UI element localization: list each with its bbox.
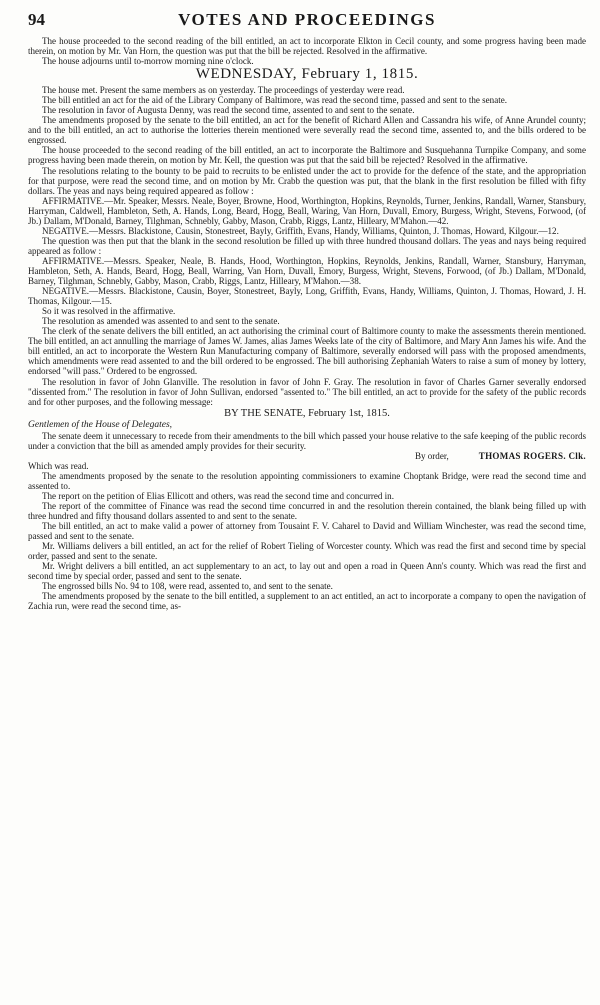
paragraph: So it was resolved in the affirmative. [42,306,176,317]
vote-affirmative: AFFIRMATIVE.—Mr. Speaker, Messrs. Neale, Boyer, Browne, Hood, Worthington, Hopkins, Reynolds, Turner, Jenkins, Randall, Warner, Stansbury, Harryman, Caldwell, Hambleton, Seth, A. Hands, Long, Beard, Hogg, Beall, Waring, Van Horn, Duvall, Emory, Burgess, Wright, Stevens, Forwood, (of Jb.) Dallam, M'Donald, Barney, Tilghman, Schnebly, Gabby, Mason, Crabb, Riggs, Lantz, Hilleary, M'Mahon.—42. [28,195,586,226]
paragraph: The house met. Present the same members as on yesterday. The proceedings of yesterday were read. [42,85,405,96]
dateline: WEDNESDAY, February 1, 1815. [195,66,419,83]
senate-message [28,408,586,471]
paragraph: The house proceeded to the second reading of the bill entitled, an act to incorporate Elkton in Cecil county, and some progress having been made therein, on motion by Mr. Van Horn, the question was put that the bill be rejected. Resolved in the affirmative. [28,36,586,57]
paragraph: The house adjourns until to-morrow morning nine o'clock. [42,56,254,67]
senate-heading: BY THE SENATE, February 1st, 1815. [224,407,390,419]
page-header [28,8,586,32]
paragraph: The resolution as amended was assented to and sent to the senate. [42,316,280,327]
paragraph: The report on the petition of Elias Ellicott and others, was read the second time and concurred in. [42,490,394,501]
paragraph: The engrossed bills No. 94 to 108, were read, assented to, and sent to the senate. [42,581,333,592]
signature-row [28,451,586,461]
paragraph: The bill entitled an act for the aid of the Library Company of Baltimore, was read the second time, passed and sent to the senate. [42,95,508,106]
senate-message-body: The senate deem it unnecessary to recede from their amendments to the bill which passed your house relative to the safe keeping of the public records under a conviction that the bill as amended amply provides for their security. [28,430,586,451]
paragraph: The clerk of the senate delivers the bill entitled, an act authorising the criminal court of Baltimore county to make the assessments therein mentioned. The bill entitled, an act annulling the marriage of James W. James, alias James Weeks late of the city of Baltimore, and Mary Ann James his wife. And the bill entitled, an act to incorporate the Western Run Manufacturing company of Baltimore, severally endorsed will pass with the proposed amendments, which amendments were read assented to and the bill ordered to be engrossed. The bill authorising Zephaniah Waters to raise a sum of money by lottery, endorsed "will pass." Ordered to be engrossed. [28,326,586,377]
signer: THOMAS ROGERS. Clk. [478,450,586,461]
bottom-section [28,471,586,612]
vote-negative: NEGATIVE.—Messrs. Blackistone, Causin, Stonestreet, Bayly, Griffith, Evans, Handy, Williams, Quinton, J. Thomas, Howard, Kilgour.—12. [42,225,559,236]
document-body [28,36,586,611]
vote-negative: NEGATIVE.—Messrs. Blackistone, Causin, Boyer, Stonestreet, Bayly, Long, Griffith, Evans, Handy, Williams, Quinton, J. Thomas, Howard, J. H. Thomas, Kilgour.—15. [28,286,586,307]
salutation: Gentlemen of the House of Delegates, [28,419,173,430]
top-section [28,36,586,66]
by-order: By order, [414,450,449,461]
page-number: 94 [28,10,45,29]
paragraph: The resolutions relating to the bounty to be paid to recruits to be enlisted under the act to provide for the defence of the state, and the appropriation for that purpose, were read the second time, and on motion by Mr. Crabb the question was put, that the blank in the first resolution be filled with fifty dollars. The yeas and nays being required appeared as follow : [28,165,586,196]
paragraph: The resolution in favor of Augusta Denny, was read the second time, assented to and sent to the senate. [42,105,415,116]
running-title: VOTES AND PROCEEDINGS [178,10,436,29]
paragraph: The amendments proposed by the senate to the bill entitled, an act for the benefit of Richard Allen and Cassandra his wife, of Anne Arundel county; and to the bill entitled, an act to authorise the lotteries therein mentioned were severally read the second time, assented to, and the bills ordered to be engrossed. [28,115,586,146]
paragraph: Mr. Williams delivers a bill entitled, an act for the relief of Robert Tieling of Worcester county. Which was read the first and second time by special order, passed and sent to the senate. [28,541,586,562]
paragraph: The report of the committee of Finance was read the second time concurred in and the resolution therein contained, the blank being filled up with three hundred and fifty thousand dollars assented to and sent to the senate. [28,500,586,522]
paragraph: The bill entitled, an act to make valid a power of attorney from Tousaint F. V. Caharel to David and William Winchester, was read the second time, passed and sent to the senate. [28,521,586,542]
paragraph: The resolution in favor of John Glanville. The resolution in favor of John F. Gray. The resolution in favor of Charles Garner severally endorsed "dissented from." The resolution in favor of John Sullivan, endorsed "assented to." The bill entitled, an act to provide for the safety of the public records and for other purposes, and the following message: [28,376,586,407]
vote-affirmative: AFFIRMATIVE.—Messrs. Speaker, Neale, B. Hands, Hood, Worthington, Hopkins, Reynolds, Jenkins, Randall, Warner, Stansbury, Harryman, Hambleton, Seth, A. Hands, Beard, Hogg, Beall, Warring, Van Horn, Duvall, Emory, Burgess, Wright, Stevens, Forwood, (of Jb.) Dallam, M'Donald, Barney, Tilghman, Schnebly, Gabby, Mason, Crabb, Riggs, Lantz, Hilleary, M'Mahon.—38. [28,255,586,287]
main-section [28,85,586,407]
paragraph: The question was then put that the blank in the second resolution be filled up with three hundred thousand dollars. The yeas and nays being required appeared as follow : [28,235,586,256]
closing-line: Which was read. [28,460,89,471]
paragraph: The house proceeded to the second reading of the bill entitled, an act to incorporate the Baltimore and Susquehanna Turnpike Company, and some progress having been made therein, on motion by Mr. Kell, the question was put that the said bill be rejected? Resolved in the affirmative. [28,145,586,166]
paragraph: Mr. Wright delivers a bill entitled, an act supplementary to an act, to lay out and open a road in Queen Ann's county. Which was read the first and second time by special order, passed and sent to the senate. [28,561,586,582]
paragraph: The amendments proposed by the senate to the resolution appointing commissioners to examine Choptank Bridge, were read the second time and assented to. [28,470,586,491]
paragraph: The amendments proposed by the senate to the bill entitled, a supplement to an act entitled, an act to incorporate a company to open the navigation of Zachia run, were read the second time, as- [28,591,586,612]
